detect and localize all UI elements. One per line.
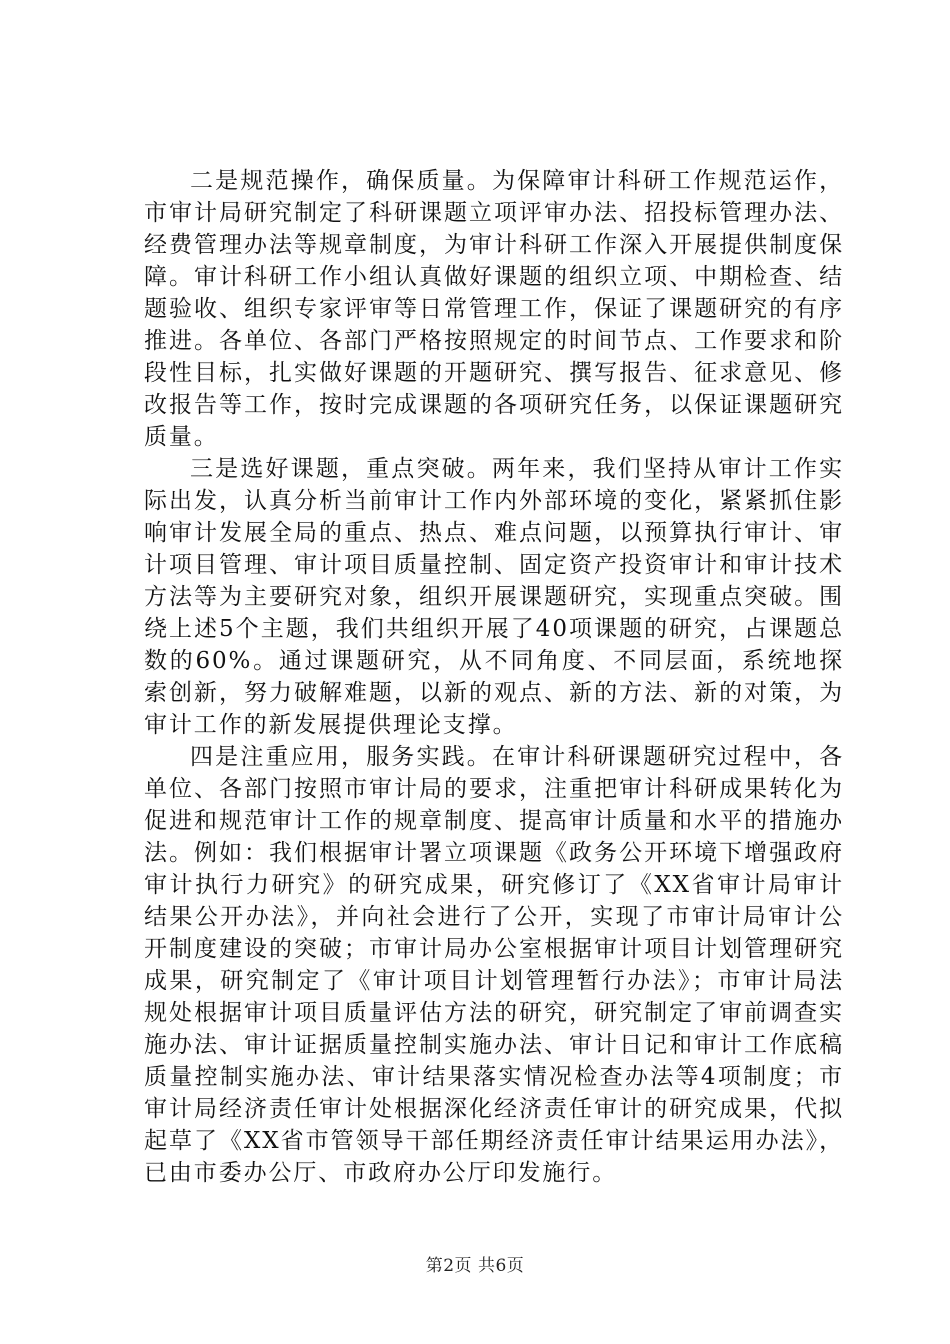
paragraph-practical-application: 四是注重应用，服务实践。在审计科研课题研究过程中，各单位、各部门按照市审计局的要求，注重把审计科研成果转化为促进和规范审计工作的规章制度、提高审计质量和水平的措施办法。例如：我们根据审计署立项课题《政务公开环境下增强政府审计执行力研究》的研究成果，研究修订了《XX省审计局审计结果公开办法》，并向社会进行了公开，实现了市审计局审计公开制度建设的突破；市审计局办公室根据审计项目计划管理研究成果，研究制定了《审计项目计划管理暂行办法》；市审计局法规处根据审计项目质量评估方法的研究，研究制定了审前调查实施办法、审计证据质量控制实施办法、审计日记和审计工作底稿质量控制实施办法、审计结果落实情况检查办法等4项制度；市审计局经济责任审计处根据深化经济责任审计的研究成果，代拟起草了《XX省市管领导干部任期经济责任审计结果运用办法》，已由市委办公厅、市政府办公厅印发施行。 bbox=[144, 744, 844, 1186]
document-body bbox=[144, 165, 844, 1189]
paragraph-topic-selection: 三是选好课题，重点突破。两年来，我们坚持从审计工作实际出发，认真分析当前审计工作内外部环境的变化，紧紧抓住影响审计发展全局的重点、热点、难点问题，以预算执行审计、审计项目管理、审计项目质量控制、固定资产投资审计和审计技术方法等为主要研究对象，组织开展课题研究，实现重点突破。围绕上述5个主题，我们共组织开展了40项课题的研究，占课题总数的60%。通过课题研究，从不同角度、不同层面，系统地探索创新，努力破解难题，以新的观点、新的方法、新的对策，为审计工作的新发展提供理论支撑。 bbox=[144, 456, 844, 738]
page-number-footer: 第2页 共6页 bbox=[425, 1256, 525, 1276]
paragraph-standardized-operation: 二是规范操作，确保质量。为保障审计科研工作规范运作，市审计局研究制定了科研课题立项评审办法、招投标管理办法、经费管理办法等规章制度，为审计科研工作深入开展提供制度保障。审计科研工作小组认真做好课题的组织立项、中期检查、结题验收、组织专家评审等日常管理工作，保证了课题研究的有序推进。各单位、各部门严格按照规定的时间节点、工作要求和阶段性目标，扎实做好课题的开题研究、撰写报告、征求意见、修改报告等工作，按时完成课题的各项研究任务，以保证课题研究质量。 bbox=[144, 168, 844, 450]
